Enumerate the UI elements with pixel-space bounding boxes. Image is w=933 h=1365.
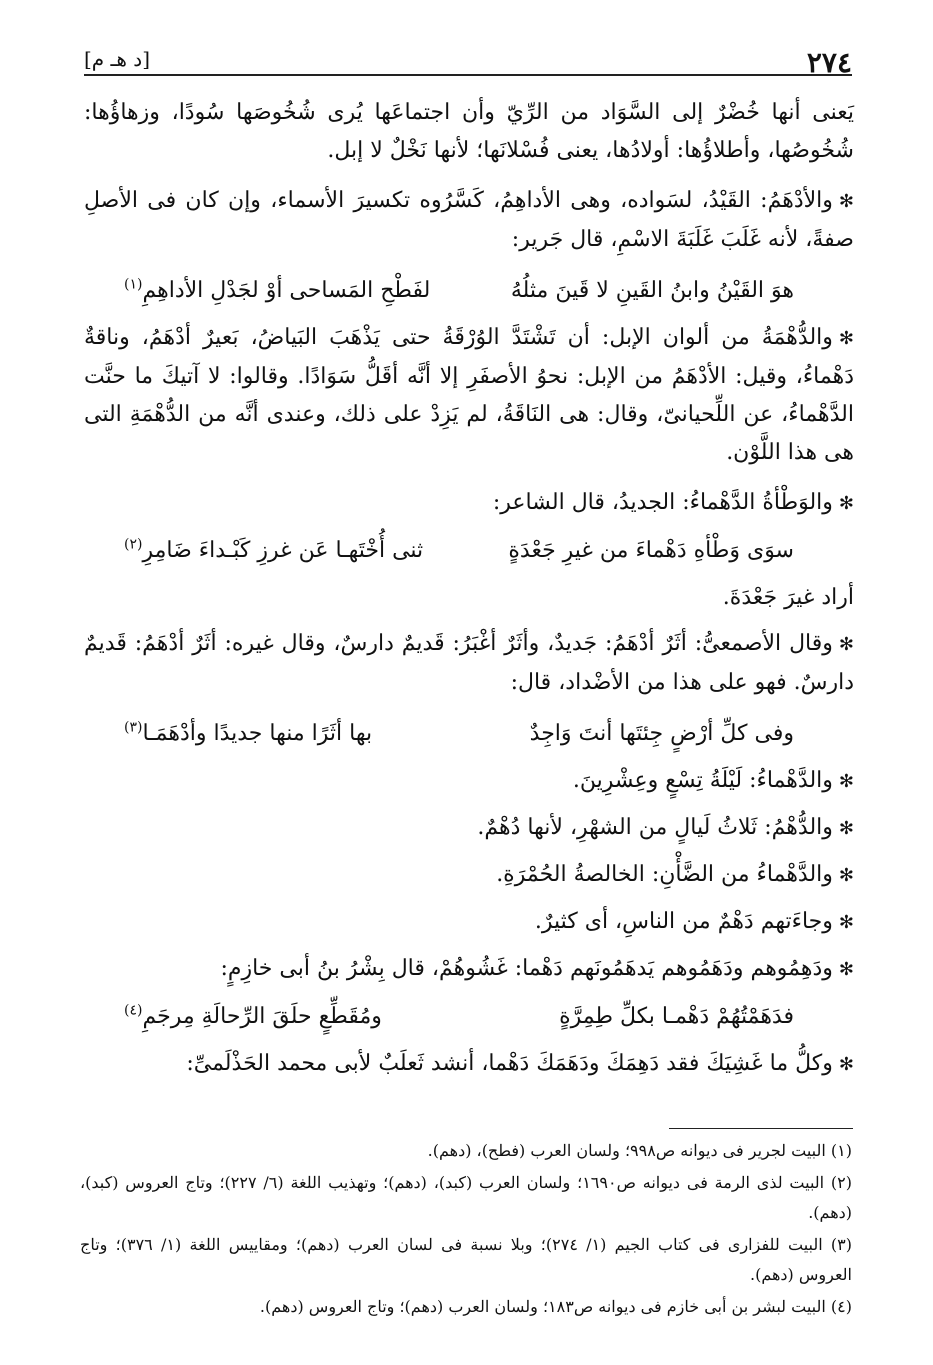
- paragraph: ✻وجاءَتهم دَهْمٌ من الناسِ، أى كثيرٌ.: [534, 909, 854, 934]
- footnote-rule: [669, 1128, 853, 1129]
- footnote: (٤) البيت لبشر بن أبى خازم فى ديوانه ص١٨٣؛ ولسان العرب (دهم)؛ وتاج العروس (دهم).: [259, 1297, 852, 1316]
- paragraph: ✻والدُّهْمَةُ من ألوان الإبل: أن تَشْتَدَّ الوُرْقَةُ حتى يَذْهَبَ البَياضُ، بَعيرٌ أدْهَمُ، وناقةٌ دَهْماءُ، وقيل: الأدْهَمُ من الإبل: نحوُ الأصفَرِ إلا أنَّه أقَلُّ سَوَادًا. وقالوا: لا آتيكَ ما حنَّت الدَّهْماءُ، عن اللِّحيانىّ، وقال: هى النَاقَةُ، لم يَزِدْ على ذلك، وعندى أنَّه من الدُّهْمَةِ التى هى هذا اللَّوْن.: [84, 325, 854, 465]
- footnote-marker: (٣): [124, 719, 143, 736]
- verse: [84, 271, 854, 311]
- verse-second-hemistich: لفَطْحِ المَساحى أوْ لجَدْلِ الأداهِمِ$^{(١)}$: [124, 276, 431, 303]
- header-rule: [84, 74, 852, 76]
- footnote-marker: (١): [124, 276, 143, 293]
- footnote-marker: (٢): [124, 536, 143, 553]
- star-bullet-icon: ✻: [838, 1054, 854, 1075]
- verse-first-hemistich: فدَهَمْتُهُمْ دَهْمـا بكلِّ طِمِرَّةٍ: [559, 1004, 794, 1029]
- footnote-marker: (٤): [124, 1002, 143, 1019]
- verse-first-hemistich: سوَى وَطْأهِ دَهْماءَ من غيرِ جَعْدَةٍ: [508, 538, 794, 563]
- star-bullet-icon: ✻: [838, 191, 854, 212]
- star-bullet-icon: ✻: [838, 959, 854, 980]
- footnotes: [80, 1136, 852, 1324]
- paragraph: ✻والدَّهْماءُ: لَيْلَةُ تِسْعٍ وعِشْرِينَ.: [572, 768, 854, 793]
- star-bullet-icon: ✻: [838, 328, 854, 349]
- verse: [84, 997, 854, 1037]
- footnote: (١) البيت لجرير فى ديوانه ص٩٩٨؛ ولسان العرب (فطح)، (دهم).: [427, 1141, 852, 1160]
- footnote: (٢) البيت لذى الرمة فى ديوانه ص١٦٩٠؛ ولسان العرب (كبد)، (دهم)؛ وتهذيب اللغة (٦/ ٢٢٧)؛ وتاج العروس (كبد)، (دهم).: [80, 1173, 853, 1222]
- paragraph: ✻والأدْهَمُ: القَيْدُ، لسَواده، وهى الأداهِمُ، كَسَّرُوه تكسيرَ الأسماء، وإن كان فى الأصلِ صفةً، لأنه غَلَبَ غَلَبَةَ الاسْمِ، قال جَرير:: [84, 188, 854, 252]
- paragraph: ✻والدُّهْمُ: ثَلاثُ لَيالٍ من الشهْرِ، لأنها دُهْمٌ.: [477, 815, 854, 840]
- star-bullet-icon: ✻: [838, 912, 854, 933]
- star-bullet-icon: ✻: [838, 634, 854, 655]
- paragraph: ✻وقال الأصمعىُّ: أثَرٌ أدْهَمُ: جَديدٌ، وأثَرٌ أغْبَرُ: قَديمٌ دارسٌ، وقال غيره: أثَرٌ أدْهَمُ: قَديمٌ دارسٌ. فهو على هذا من الأضْداد، قال:: [84, 631, 854, 695]
- verse-first-hemistich: وفى كلِّ أرْضٍ جِئتَها أنتَ وَاجِدٌ: [529, 721, 794, 746]
- page-header: [84, 40, 852, 79]
- paragraph: ✻ودَهِمُوهم ودَهَمُوهم يَدهَمُونَهم دَهْما: غَشُوهُمْ، قال بِشْرُ بنُ أبى خازِمٍ:: [220, 956, 854, 981]
- page-number: ٢٧٤: [806, 46, 852, 79]
- verse-second-hemistich: ثنى أُخْتَهـا عَن غرزِ كَبْـداءَ ضَامِرِ$^{(٢)}$: [124, 536, 424, 563]
- paragraph: ✻والدَّهْماءُ من الضَّأْنِ: الخالصةُ الحُمْرَةِ.: [496, 862, 854, 887]
- verse: [84, 714, 854, 754]
- main-text: [84, 94, 854, 1092]
- verse-first-hemistich: هوَ القَيْنُ وابنُ القَينِ لا قَينَ مثلُهُ: [510, 278, 794, 303]
- star-bullet-icon: ✻: [838, 493, 854, 514]
- star-bullet-icon: ✻: [838, 818, 854, 839]
- star-bullet-icon: ✻: [838, 865, 854, 886]
- star-bullet-icon: ✻: [838, 771, 854, 792]
- running-head: [د هـ م]: [84, 47, 151, 71]
- footnote: (٣) البيت للفزارى فى كتاب الجيم (١/ ٢٧٤)؛ وبلا نسبة فى لسان العرب (دهم)؛ ومقاييس اللغة (١/ ٣٧٦)؛ وتاج العروس (دهم).: [80, 1235, 853, 1284]
- paragraph: يَعنى أنها خُضْرٌ إلى السَّوَاد من الرِّيّ وأن اجتماعَها يُرى شُخُوصَها سُودًا، وزهاؤُها: شُخُوصُها، وأطلاؤُها: أولادُها، يعنى فُسْلانَها؛ لأنها نَخْلٌ لا إبل.: [84, 100, 854, 163]
- verse: [84, 531, 854, 571]
- verse-second-hemistich: ومُقَطِّعٍ حلَقَ الرِّحالَةِ مِرجَمِ$^{(٤)}$: [124, 1002, 382, 1029]
- paragraph: ✻وكلُّ ما غَشِيَكَ فقد دَهِمَكَ ودَهَمَكَ دَهْما، أنشد ثَعلَبٌ لأبى محمد الحَذْلَمىِّ:: [186, 1051, 854, 1076]
- verse-second-hemistich: بها أثَرًا منها جديدًا وأدْهَمَـا$^{(٣)}$: [124, 719, 373, 746]
- paragraph: ✻والوَطْأةُ الدَّهْماءُ: الجديدُ، قال الشاعر:: [492, 490, 854, 515]
- paragraph: أراد غيرَ جَعْدَةَ.: [722, 585, 854, 610]
